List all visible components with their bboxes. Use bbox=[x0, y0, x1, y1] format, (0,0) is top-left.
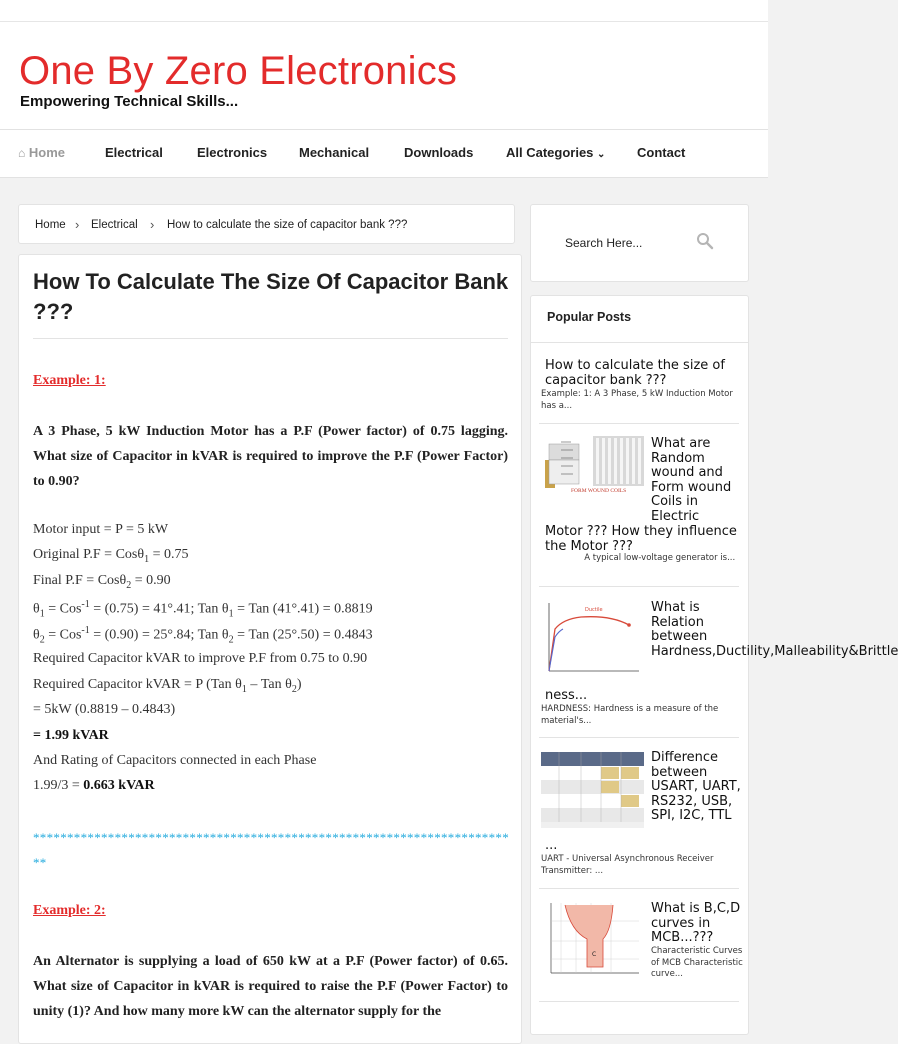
popular-posts bbox=[530, 295, 898, 1035]
breadcrumb-home[interactable]: Home bbox=[35, 219, 66, 231]
post-divider bbox=[539, 737, 739, 738]
separator-stars: ************************************************************************ bbox=[33, 830, 509, 870]
home-icon: ⌂ bbox=[18, 146, 26, 160]
site-title[interactable]: One By Zero Electronics bbox=[19, 49, 458, 93]
top-bar bbox=[0, 0, 768, 22]
example-1-label: Example: 1: bbox=[33, 373, 106, 388]
breadcrumb bbox=[18, 204, 515, 244]
example-2-question: An Alternator is supplying a load of 650 kW at a P.F (Power factor) of 0.65. What size of Capacitor in kVAR is required to raise the P.F (Power Factor) to unity (1)? And how many more kW can the alternator supply for the bbox=[33, 954, 508, 1019]
mcb-curve-thumbnail[interactable] bbox=[541, 901, 644, 981]
popular-divider bbox=[531, 342, 749, 343]
post-divider bbox=[539, 888, 739, 889]
nav-downloads[interactable]: Downloads bbox=[404, 145, 474, 160]
popular-post-title-continued[interactable]: Motor ??? How they influence the Motor ??? bbox=[545, 524, 737, 554]
coils-thumb-label: FORM WOUND COILS bbox=[571, 488, 627, 494]
nav-home[interactable] bbox=[18, 145, 65, 160]
ductile-label: Ductile bbox=[585, 607, 603, 613]
popular-post-title[interactable]: Difference between USART, UART, RS232, USB, SPI, I2C, TTL bbox=[651, 750, 741, 824]
main-nav bbox=[0, 129, 768, 178]
example-1-question: A 3 Phase, 5 kW Induction Motor has a P.F (Power factor) of 0.75 lagging. What size of Capacitor in kVAR is required to improve the P.F (Power Factor) to 0.90? bbox=[33, 424, 508, 489]
example-2-label: Example: 2: bbox=[33, 903, 106, 918]
nav-contact[interactable]: Contact bbox=[637, 145, 686, 160]
curve-c-label: C bbox=[592, 951, 597, 958]
nav-mechanical[interactable]: Mechanical bbox=[299, 145, 370, 160]
nav-electrical[interactable]: Electrical bbox=[105, 145, 163, 160]
site-tagline: Empowering Technical Skills... bbox=[20, 93, 239, 110]
nav-electronics[interactable]: Electronics bbox=[197, 145, 268, 160]
title-divider bbox=[33, 338, 508, 339]
motor-input-line: Motor input = P = 5 kW bbox=[33, 522, 169, 537]
chevron-down-icon: ⌄ bbox=[597, 149, 606, 160]
required-improve-line: Required Capacitor kVAR to improve P.F from 0.75 to 0.90 bbox=[33, 651, 368, 666]
popular-post-excerpt: HARDNESS: Hardness is a measure of the material's... bbox=[541, 704, 719, 726]
popular-post-title[interactable]: What are Random wound and Form wound Coils in Electric bbox=[651, 436, 732, 524]
calc-line: = 5kW (0.8819 – 0.4843) bbox=[33, 702, 176, 717]
nav-home-label: Home bbox=[28, 145, 65, 160]
chevron-right-icon: › bbox=[150, 217, 155, 232]
popular-post-title[interactable]: What is Relation between Hardness,Ductility,Malleability&Brittle bbox=[651, 600, 898, 659]
breadcrumb-current: How to calculate the size of capacitor bank ??? bbox=[167, 219, 408, 231]
site-header bbox=[0, 22, 768, 129]
comparison-table-thumbnail[interactable] bbox=[541, 752, 644, 828]
required-formula-line: Required Capacitor kVAR = P (Tan $\theta_1$ – Tan $\theta_2$) bbox=[33, 677, 302, 695]
chevron-right-icon: › bbox=[75, 217, 80, 232]
popular-post-title-continued[interactable]: ... bbox=[545, 838, 558, 853]
ductility-chart-thumbnail[interactable] bbox=[541, 599, 644, 679]
search-input[interactable]: Search Here... bbox=[565, 236, 643, 250]
nav-all-categories-label: All Categories bbox=[506, 145, 594, 160]
popular-post-title[interactable]: What is B,C,D curves in MCB...??? bbox=[651, 901, 741, 946]
theta-2-line: $\theta_2 = Cos^{-1} = (0.90) = 25^\circ.84$; Tan $\theta_2$ = Tan (25°.50) = 0.4843 bbox=[33, 625, 373, 646]
search-icon[interactable] bbox=[696, 232, 714, 250]
popular-post-excerpt: UART - Universal Asynchronous Receiver Transmitter: ... bbox=[541, 854, 714, 876]
post-divider bbox=[539, 423, 739, 424]
popular-post-excerpt: A typical low-voltage generator is... bbox=[541, 553, 736, 563]
coils-thumbnail[interactable] bbox=[541, 436, 644, 494]
post-divider bbox=[539, 1001, 739, 1002]
rating-line: And Rating of Capacitors connected in each Phase bbox=[33, 753, 317, 768]
popular-post-excerpt: Characteristic Curves of MCB Characteristic curve... bbox=[651, 946, 743, 979]
popular-post-title[interactable]: How to calculate the size of capacitor bank ??? bbox=[545, 358, 725, 388]
breadcrumb-electrical[interactable]: Electrical bbox=[91, 219, 138, 231]
popular-post-title-continued[interactable]: ness... bbox=[545, 688, 588, 703]
popular-post-excerpt: Example: 1: A 3 Phase, 5 kW Induction Motor has a... bbox=[541, 389, 733, 411]
nav-all-categories[interactable] bbox=[506, 145, 605, 160]
final-pf-line: Final P.F = Cosθ$_2$ = 0.90 bbox=[33, 573, 171, 591]
article bbox=[18, 254, 522, 1044]
post-title: How To Calculate The Size Of Capacitor Bank ??? bbox=[33, 269, 509, 324]
result-line: = 1.99 kVAR bbox=[33, 728, 109, 743]
search-box[interactable] bbox=[530, 204, 749, 282]
per-phase-line: 1.99/3 = 0.663 kVAR bbox=[33, 778, 155, 793]
post-divider bbox=[539, 586, 739, 587]
popular-posts-heading: Popular Posts bbox=[547, 310, 632, 324]
theta-1-line: $\theta_1 = Cos^{-1} = (0.75) = 41^\circ.41$; Tan $\theta_1$ = Tan (41°.41) = 0.8819 bbox=[33, 599, 373, 620]
original-pf-line: Original P.F = Cosθ$_1$ = 0.75 bbox=[33, 547, 189, 565]
